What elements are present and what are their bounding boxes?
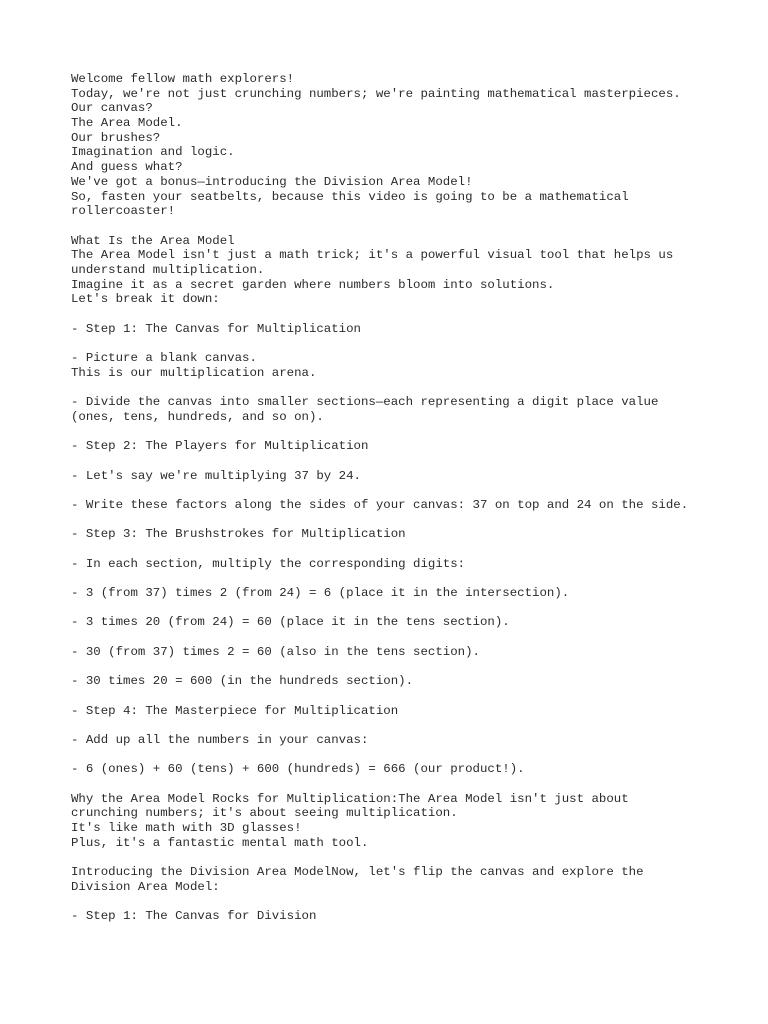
text-line: - Step 1: The Canvas for Multiplication bbox=[71, 321, 361, 336]
text-line: Introducing the Division Area ModelNow, let's flip the canvas and explore the bbox=[71, 865, 644, 880]
text-line: - In each section, multiply the corresponding digits: bbox=[71, 556, 466, 571]
text-line: This is our multiplication arena. bbox=[71, 365, 317, 380]
text-line: Imagination and logic. bbox=[71, 145, 235, 160]
blank-line bbox=[71, 483, 731, 498]
text-line: The Area Model isn't just a math trick; it's a powerful visual tool that helps us bbox=[71, 248, 674, 263]
blank-line bbox=[71, 454, 731, 469]
text-line: Welcome fellow math explorers! bbox=[71, 72, 295, 86]
text-line: - 3 times 20 (from 24) = 60 (place it in the tens section). bbox=[71, 615, 510, 630]
blank-line bbox=[71, 336, 731, 351]
text-line: - Step 3: The Brushstrokes for Multiplication bbox=[71, 527, 406, 542]
text-line: - Divide the canvas into smaller sections—each representing a digit place value bbox=[71, 395, 659, 410]
text-line: Our brushes? bbox=[71, 130, 161, 145]
text-line: crunching numbers; it's about seeing multiplication. bbox=[71, 806, 458, 821]
text-line: Today, we're not just crunching numbers; we're painting mathematical masterpieces. bbox=[71, 86, 681, 101]
text-line: The Area Model. bbox=[71, 116, 183, 131]
text-line: It's like math with 3D glasses! bbox=[71, 821, 302, 836]
blank-line bbox=[71, 542, 731, 557]
text-line: - 3 (from 37) times 2 (from 24) = 6 (place it in the intersection). bbox=[71, 586, 570, 601]
blank-line bbox=[71, 777, 731, 792]
blank-line bbox=[71, 219, 731, 234]
blank-line bbox=[71, 689, 731, 704]
blank-line bbox=[71, 380, 731, 395]
text-line: Plus, it's a fantastic mental math tool. bbox=[71, 835, 369, 850]
text-line: - Add up all the numbers in your canvas: bbox=[71, 732, 369, 747]
text-line: - Let's say we're multiplying 37 by 24. bbox=[71, 468, 361, 483]
blank-line bbox=[71, 660, 731, 675]
blank-line bbox=[71, 425, 731, 440]
blank-line bbox=[71, 307, 731, 322]
text-line: Imagine it as a secret garden where numbers bloom into solutions. bbox=[71, 277, 555, 292]
text-line: - Write these factors along the sides of your canvas: 37 on top and 24 on the side. bbox=[71, 497, 689, 512]
blank-line bbox=[71, 601, 731, 616]
text-line: - 30 times 20 = 600 (in the hundreds section). bbox=[71, 674, 414, 689]
text-line: - 30 (from 37) times 2 = 60 (also in the tens section). bbox=[71, 644, 480, 659]
blank-line bbox=[71, 630, 731, 645]
text-line: - Picture a blank canvas. bbox=[71, 351, 257, 366]
blank-line bbox=[71, 850, 731, 865]
text-line: Our canvas? bbox=[71, 101, 153, 116]
text-line: (ones, tens, hundreds, and so on). bbox=[71, 409, 324, 424]
blank-line bbox=[71, 718, 731, 733]
text-line: So, fasten your seatbelts, because this video is going to be a mathematical bbox=[71, 189, 629, 204]
text-line: - Step 2: The Players for Multiplication bbox=[71, 439, 369, 454]
text-line: rollercoaster! bbox=[71, 204, 176, 219]
text-line: We've got a bonus—introducing the Division Area Model! bbox=[71, 174, 473, 189]
document-body bbox=[71, 72, 731, 924]
text-line: Why the Area Model Rocks for Multiplication:The Area Model isn't just about bbox=[71, 791, 629, 806]
text-line: Let's break it down: bbox=[71, 292, 220, 307]
blank-line bbox=[71, 895, 731, 910]
text-line: - Step 1: The Canvas for Division bbox=[71, 909, 317, 924]
text-line: What Is the Area Model bbox=[71, 233, 235, 248]
blank-line bbox=[71, 571, 731, 586]
blank-line bbox=[71, 748, 731, 763]
text-line: Division Area Model: bbox=[71, 879, 220, 894]
text-line: - 6 (ones) + 60 (tens) + 600 (hundreds) = 666 (our product!). bbox=[71, 762, 525, 777]
blank-line bbox=[71, 513, 731, 528]
text-line: understand multiplication. bbox=[71, 262, 265, 277]
text-line: And guess what? bbox=[71, 160, 183, 175]
text-line: - Step 4: The Masterpiece for Multiplication bbox=[71, 703, 399, 718]
